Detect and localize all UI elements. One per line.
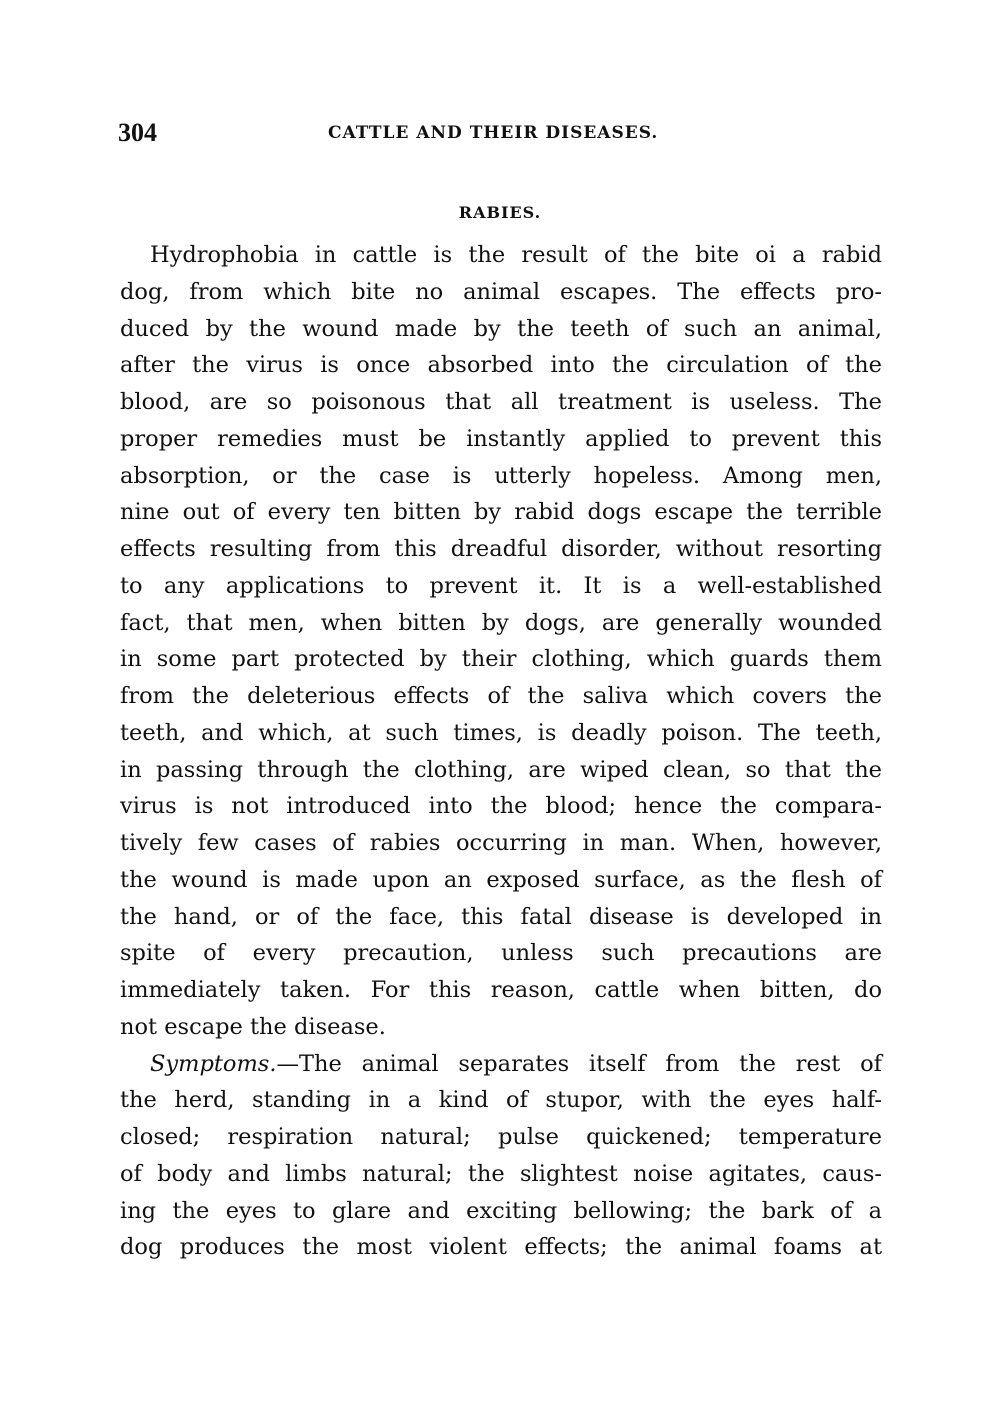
running-head: CATTLE AND THEIR DISEASES. bbox=[328, 123, 659, 143]
text-line: in passing through the clothing, are wiped clean, so that the bbox=[120, 756, 882, 783]
text-line: teeth, and which, at such times, is deadly poison. The teeth, bbox=[120, 719, 882, 746]
text-line: spite of every precaution, unless such precautions are bbox=[120, 940, 882, 967]
text-line: dog produces the most violent effects; the animal foams at bbox=[120, 1234, 882, 1261]
text-line: the wound is made upon an exposed surface, as the flesh of bbox=[120, 866, 882, 893]
symptoms-first-line: —The animal separates itself from the rest of bbox=[276, 1050, 882, 1077]
text-line: Hydrophobia in cattle is the result of the bite oi a rabid bbox=[150, 242, 882, 268]
text-line: absorption, or the case is utterly hopeless. Among men, bbox=[120, 462, 882, 489]
text-line: the herd, standing in a kind of stupor, with the eyes half- bbox=[120, 1087, 882, 1114]
text-line: of body and limbs natural; the slightest noise agitates, caus- bbox=[120, 1160, 882, 1187]
text-line: to any applications to prevent it. It is a well-established bbox=[120, 572, 882, 599]
paragraph-symptoms bbox=[120, 1046, 882, 1267]
text-line: duced by the wound made by the teeth of such an animal, bbox=[120, 315, 882, 342]
text-line: not escape the disease. bbox=[120, 1013, 386, 1040]
text-line bbox=[120, 1046, 882, 1083]
text-line: after the virus is once absorbed into the circulation of the bbox=[120, 352, 882, 379]
section-title: RABIES. bbox=[458, 203, 542, 222]
text-line: fact, that men, when bitten by dogs, are generally wounded bbox=[120, 609, 882, 636]
paragraph-rabies bbox=[120, 237, 882, 1046]
text-line: closed; respiration natural; pulse quickened; temperature bbox=[120, 1124, 882, 1150]
text-line: blood, are so poisonous that all treatment is useless. The bbox=[120, 389, 882, 415]
text-line: effects resulting from this dreadful disorder, without resorting bbox=[120, 536, 882, 562]
text-line: tively few cases of rabies occurring in man. When, however, bbox=[120, 830, 882, 856]
text-line: proper remedies must be instantly applied to prevent this bbox=[120, 425, 882, 452]
symptoms-heading: Symptoms. bbox=[150, 1050, 277, 1077]
page-number: 304 bbox=[118, 118, 157, 147]
text-line: in some part protected by their clothing, which guards them bbox=[120, 646, 882, 673]
text-line: virus is not introduced into the blood; hence the compara- bbox=[120, 793, 882, 820]
page-header bbox=[118, 118, 888, 148]
text-line: immediately taken. For this reason, cattle when bitten, do bbox=[120, 977, 882, 1003]
body-text bbox=[120, 237, 882, 1266]
text-line: the hand, or of the face, this fatal disease is developed in bbox=[120, 903, 882, 930]
text-line: ing the eyes to glare and exciting bellowing; the bark of a bbox=[120, 1197, 882, 1224]
text-line: nine out of every ten bitten by rabid dogs escape the terrible bbox=[120, 499, 882, 526]
text-line: dog, from which bite no animal escapes. The effects pro- bbox=[120, 278, 882, 305]
text-line: from the deleterious effects of the saliva which covers the bbox=[120, 683, 882, 709]
